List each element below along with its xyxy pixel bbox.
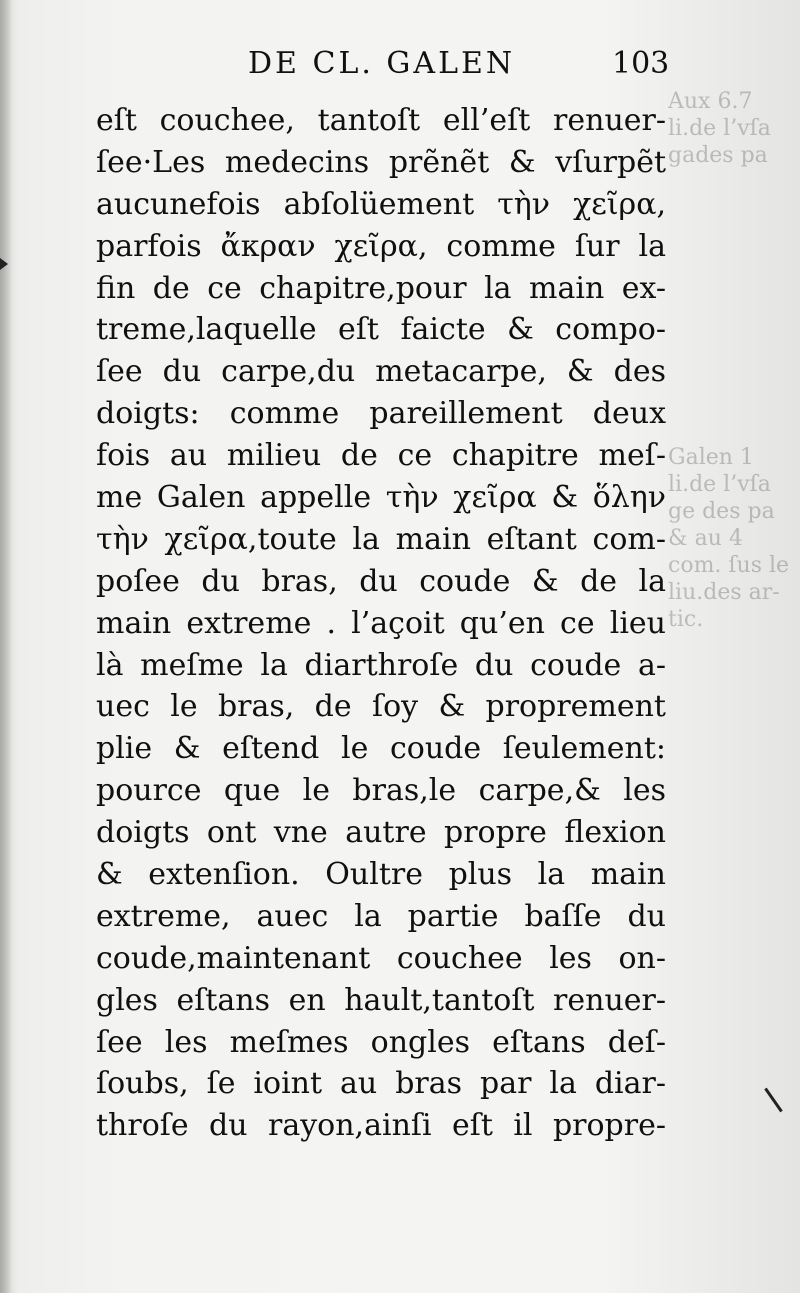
bleed-line: Aux 6.7: [668, 89, 753, 114]
bleed-line: liu.des ar-: [668, 580, 780, 605]
text-line: doigts ont vne autre propre flexion: [96, 815, 666, 851]
bleed-line: com. ſus le: [668, 553, 790, 578]
text-line: poſee du bras, du coude & de la: [96, 563, 666, 599]
text-line: treme,laquelle eſt faicte & compo-: [96, 312, 666, 348]
text-line: plie & eſtend le coude ſeulement:: [96, 731, 666, 767]
bleed-line: li.de l’vſa: [668, 472, 771, 497]
text-line: & extenſion. Oultre plus la main: [96, 857, 666, 893]
text-line: τὴν χεῖρα,toute la main eſtant com-: [96, 521, 666, 557]
text-line: là meſme la diarthroſe du coude a-: [96, 647, 666, 683]
page-number: 103: [612, 46, 670, 81]
text-line: doigts: comme pareillement deux: [96, 396, 666, 432]
left-margin-mark: [0, 258, 8, 270]
text-line: ſee·Les medecins prẽnẽt & vſurpẽt: [96, 144, 666, 180]
text-line: coude,maintenant couchee les on-: [96, 940, 666, 976]
text-line: ſoubs, ſe ioint au bras par la diar-: [96, 1066, 666, 1102]
text-line: pource que le bras,le carpe,& les: [96, 773, 666, 809]
text-line: gles eſtans en hault,tantoſt renuer-: [96, 982, 666, 1018]
bleed-line: Galen 1: [668, 445, 754, 470]
text-line: uec le bras, de ſoy & proprement: [96, 689, 666, 725]
text-line: ſee du carpe,du metacarpe, & des: [96, 354, 666, 390]
text-line: throſe du rayon,ainſi eſt il propre-: [96, 1108, 666, 1144]
text-line: fois au milieu de ce chapitre meſ-: [96, 438, 666, 474]
text-line: main extreme . l’açoit qu’en ce lieu: [96, 605, 666, 641]
right-margin-mark: [764, 1088, 783, 1113]
bleed-line: gades pa: [668, 143, 768, 168]
text-line: eſt couchee, tantoſt ell’eſt renuer-: [96, 103, 666, 138]
bleed-line: & au 4: [668, 526, 743, 551]
text-line: extreme, auec la partie baſſe du: [96, 898, 666, 934]
bleed-line: tic.: [668, 607, 704, 632]
text-line: ſee les meſmes ongles eſtans deſ-: [96, 1024, 666, 1060]
bleed-line: ge des pa: [668, 499, 775, 524]
text-line: parfois ἄκραν χεῖρα, comme ſur la: [96, 228, 666, 264]
running-title: DE CL. GALEN: [248, 46, 516, 81]
text-line: aucunefois abſolüement τὴν χεῖρα,: [96, 186, 666, 222]
text-line: fin de ce chapitre,pour la main ex-: [96, 270, 666, 306]
bleed-line: li.de l’vſa: [668, 116, 771, 141]
text-line: me Galen appelle τὴν χεῖρα & ὅλην: [96, 480, 666, 516]
